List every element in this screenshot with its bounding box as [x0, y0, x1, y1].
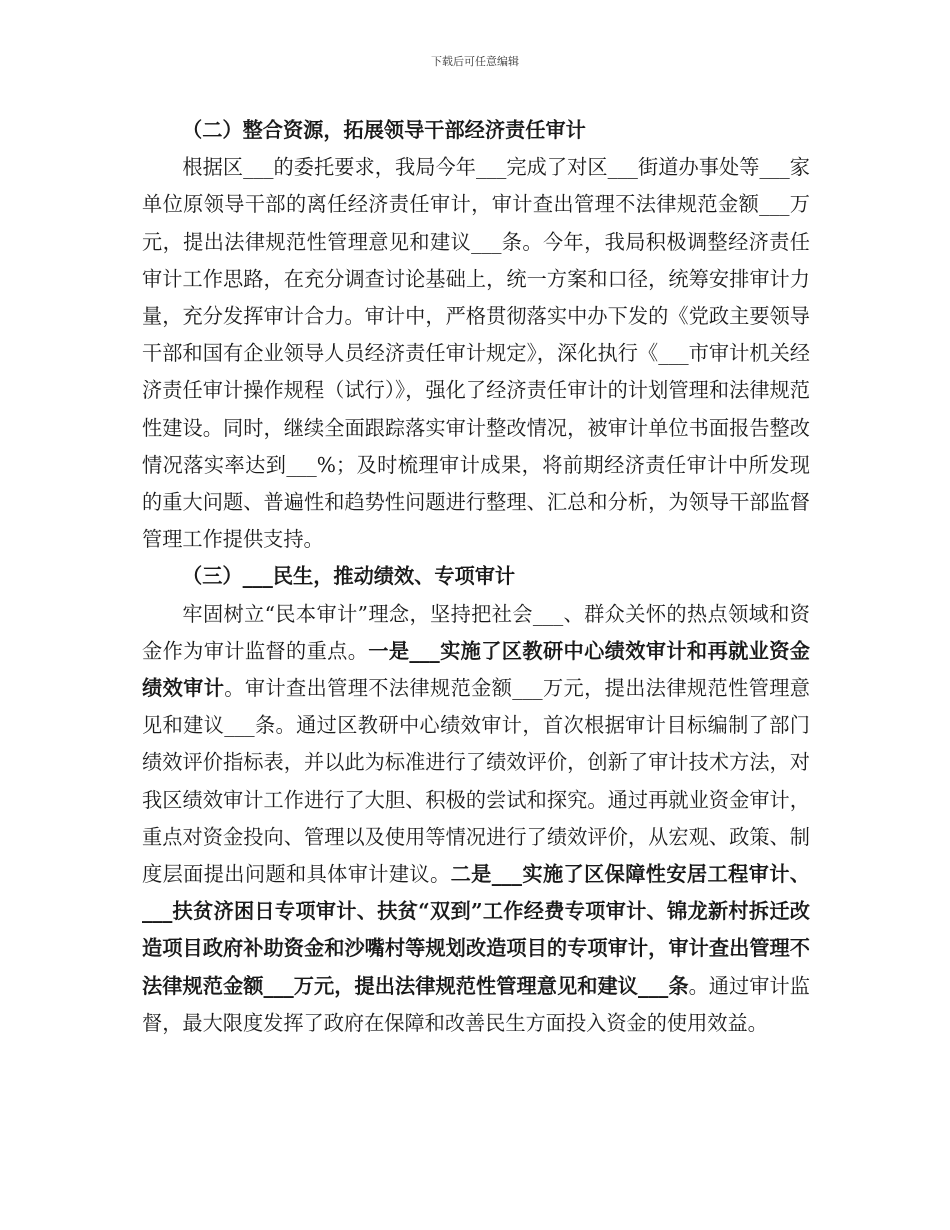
- point-one-bold: 一是___实施了区教研中心绩效审计和再就业资金绩效审计: [142, 638, 810, 701]
- document-body: [142, 112, 810, 1042]
- point-two-text: 。通过审计监督，最大限度发挥了政府在保障和改善民生方面投入资金的使用效益。: [142, 973, 810, 1035]
- section-paragraph-3: [142, 596, 810, 1042]
- section-paragraph-2: 根据区___的委托要求，我局今年___完成了对区___街道办事处等___家单位原领导干部的离任经济责任审计，审计查出管理不法律规范金额___万元，提出法律规范性管理意见和建议___条。今年，我局积极调整经济责任审计工作思路，在充分调查讨论基础上，统一方案和口径，统筹安排审计力量，充分发挥审计合力。审计中，严格贯彻落实中办下发的《党政主要领导干部和国有企业领导人员经济责任审计规定》，深化执行《___市审计机关经济责任审计操作规程（试行）》，强化了经济责任审计的计划管理和法律规范性建设。同时，继续全面跟踪落实审计整改情况，被审计单位书面报告整改情况落实率达到___%；及时梳理审计成果，将前期经济责任审计中所发现的重大问题、普遍性和趋势性问题进行整理、汇总和分析，为领导干部监督管理工作提供支持。: [142, 155, 810, 552]
- page-header: 下载后可任意编辑: [431, 55, 519, 68]
- section-heading-3: （三）___民生，推动绩效、专项审计: [182, 564, 516, 589]
- point-two-bold: 二是___实施了区保障性安居工程审计、___扶贫济困日专项审计、扶贫“双到”工作经费专项审计、锦龙新村拆迁改造项目政府补助资金和沙嘴村等规划改造项目的专项审计，审计查出管理不法律规范金额___万元，提出法律规范性管理意见和建议___条: [142, 862, 810, 998]
- section-heading-2: （二）整合资源，拓展领导干部经济责任审计: [182, 118, 586, 142]
- point-one-text: 。审计查出管理不法律规范金额___万元，提出法律规范性管理意见和建议___条。通过区教研中心绩效审计，首次根据审计目标编制了部门绩效评价指标表，并以此为标准进行了绩效评价，创新了审计技术方法，对我区绩效审计工作进行了大胆、积极的尝试和探究。通过再就业资金审计，重点对资金投向、管理以及使用等情况进行了绩效评价，从宏观、政策、制度层面提出问题和具体审计建议。: [142, 676, 810, 887]
- paragraph-intro: 牢固树立“民本审计”理念，坚持把社会___、群众关怀的热点领域和资金作为审计监督的重点。: [142, 601, 810, 663]
